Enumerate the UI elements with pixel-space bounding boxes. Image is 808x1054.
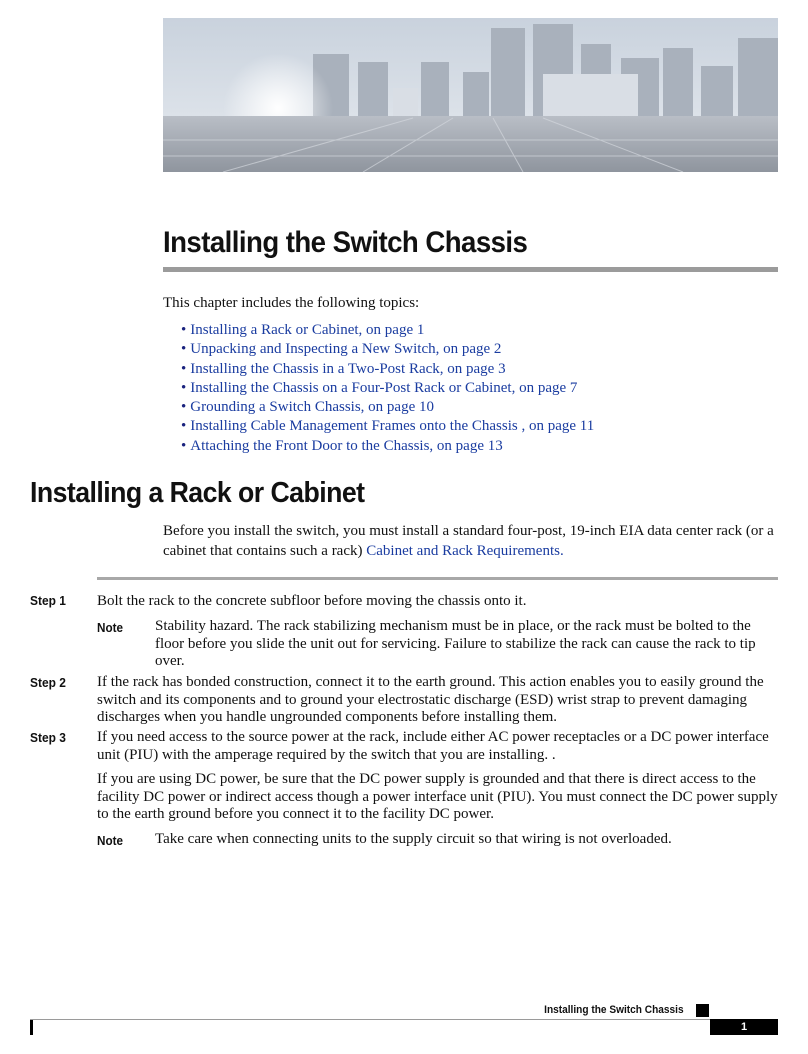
step-label: Step 3: [30, 730, 66, 745]
step-text: If you need access to the source power at the rack, include either AC power receptacles or a DC power interface unit (PIU) with the amperage required by the switch that you are installing. .: [97, 729, 769, 763]
topic-link[interactable]: Attaching the Front Door to the Chassis, on page 13: [190, 437, 503, 454]
step-label: Step 1: [30, 593, 66, 608]
topic-item: • Unpacking and Inspecting a New Switch, on page 2: [181, 341, 502, 358]
steps-rule: [97, 577, 778, 580]
note-label: Note: [97, 620, 124, 635]
section-body: [163, 522, 781, 561]
topic-link[interactable]: Grounding a Switch Chassis, on page 10: [190, 399, 434, 416]
step-text: If the rack has bonded construction, connect it to the earth ground. This action enables you to easily ground the switch and its components and to ground your electrostatic discharge (ESD) wrist strap to prevent damaging discharges when you handle ungrounded components before installing them.: [97, 674, 764, 725]
footer-left-bar: [30, 1020, 33, 1035]
step-text: If you are using DC power, be sure that the DC power supply is grounded and that there is direct access to the facility DC power or indirect access though a power interface unit (PIU). You must connect the DC power supply to the earth ground before you connect it to the facility DC power.: [97, 771, 778, 822]
note-label: Note: [97, 833, 124, 848]
topic-link[interactable]: Installing Cable Management Frames onto the Chassis , on page 11: [190, 418, 595, 435]
footer-marker: [696, 1004, 709, 1017]
topic-link[interactable]: Installing the Chassis in a Two-Post Rack, on page 3: [190, 360, 506, 377]
section-title: Installing a Rack or Cabinet: [30, 477, 365, 509]
note-text: Stability hazard. The rack stabilizing mechanism must be in place, or the rack must be bolted to the floor before you slide the unit out for servicing. Failure to stabilize the rack can cause the rack to tip over.: [155, 618, 756, 669]
page-number: 1: [710, 1019, 778, 1035]
chapter-title: Installing the Switch Chassis: [163, 226, 528, 259]
topic-item: • Installing the Chassis on a Four-Post Rack or Cabinet, on page 7: [181, 379, 578, 396]
topic-link[interactable]: Installing the Chassis on a Four-Post Rack or Cabinet, on page 7: [190, 379, 578, 396]
topic-item: • Attaching the Front Door to the Chassis, on page 13: [181, 437, 503, 454]
title-rule: [163, 267, 778, 272]
note-text: Take care when connecting units to the supply circuit so that wiring is not overloaded.: [155, 831, 672, 847]
footer-chapter-title: Installing the Switch Chassis: [544, 1004, 684, 1016]
topic-item: • Installing Cable Management Frames onto the Chassis , on page 11: [181, 418, 595, 435]
topic-item: • Installing a Rack or Cabinet, on page 1: [181, 322, 425, 338]
topic-link[interactable]: Installing a Rack or Cabinet, on page 1: [190, 322, 425, 338]
topic-list: [181, 321, 594, 456]
chapter-intro: This chapter includes the following topics:: [163, 295, 420, 311]
section-body-text: Before you install the switch, you must install a standard four-post, 19-inch EIA data center rack (or a cabinet that contains such a rack): [163, 523, 774, 559]
topic-item: • Installing the Chassis in a Two-Post Rack, on page 3: [181, 360, 506, 377]
step-label: Step 2: [30, 675, 66, 690]
step-text: Bolt the rack to the concrete subfloor before moving the chassis onto it.: [97, 593, 527, 609]
rack-requirements-link[interactable]: Cabinet and Rack Requirements.: [366, 542, 564, 559]
topic-item: • Grounding a Switch Chassis, on page 10: [181, 399, 434, 416]
topic-link[interactable]: Unpacking and Inspecting a New Switch, on page 2: [190, 341, 502, 358]
footer-rule: [30, 1019, 710, 1020]
header-banner-image: [163, 18, 778, 172]
